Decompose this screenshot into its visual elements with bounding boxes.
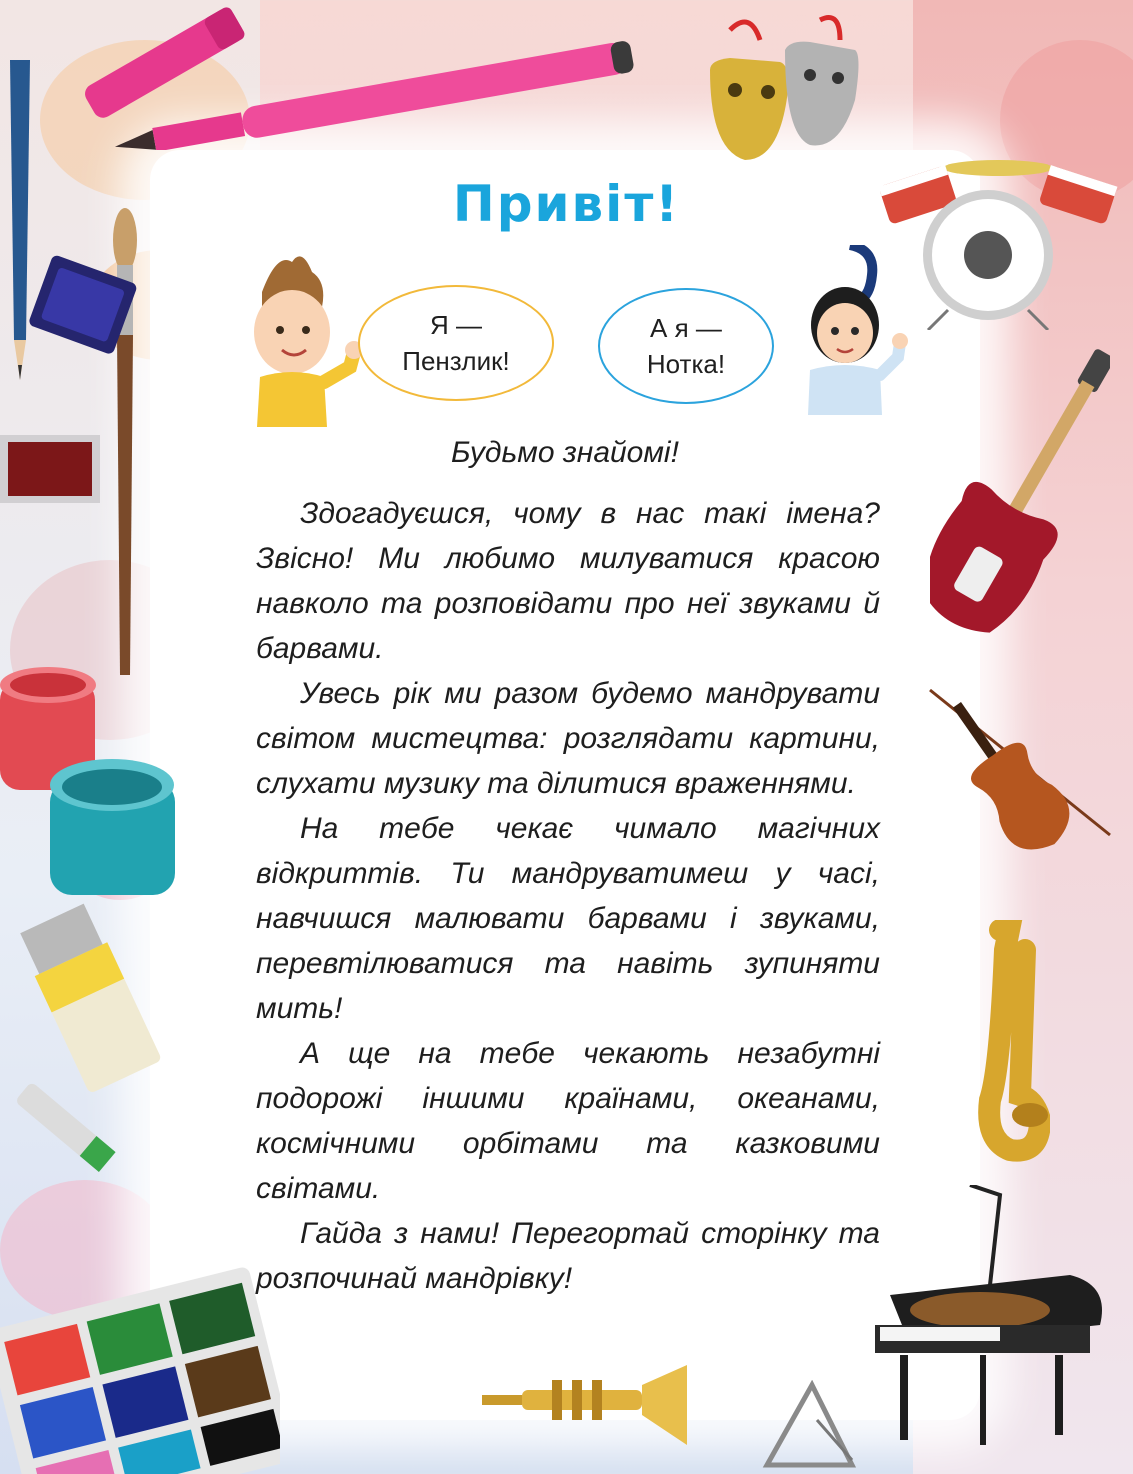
speech-bubble-notka: А я — Нотка! — [598, 288, 774, 404]
marker-icon — [0, 1060, 120, 1190]
violin-icon — [920, 685, 1120, 895]
paragraph: Гайда з нами! Перегортай сторінку та розпочинай мандрівку! — [256, 1217, 880, 1295]
page-title: Привіт! — [452, 175, 681, 233]
marker-icon — [110, 40, 650, 150]
trumpet-icon — [482, 1365, 697, 1450]
paint-palette-icon — [0, 1265, 280, 1474]
paragraph: А ще на тебе чекають незабутні подорожі іншими країнами, океанами, космічними орбітами та казковими світами. — [256, 1037, 880, 1205]
character-notka — [790, 245, 915, 415]
paragraph: На тебе чекає чимало магічних відкриттів. Ти мандруватимеш у часі, навчишся малювати барвами і звуками, перевтілюватися та навіть зупиняти мить! — [256, 812, 880, 1025]
paint-jar-teal-icon — [45, 745, 185, 905]
watercolor-cake-icon — [0, 430, 110, 510]
grand-piano-icon — [870, 1185, 1120, 1455]
greeting-heading: Будьмо знайомі! — [451, 436, 679, 469]
body-text — [256, 491, 880, 1301]
saxophone-icon — [930, 920, 1050, 1170]
speech-bubble-penzlyk: Я — Пензлик! — [358, 285, 554, 401]
watercolor-cake-icon — [22, 252, 142, 362]
electric-guitar-icon — [930, 330, 1110, 670]
paragraph: Увесь рік ми разом будемо мандрувати світом мистецтва: розглядати картини, слухати музику та ділитися враженнями. — [256, 677, 880, 800]
triangle-instrument-icon — [757, 1380, 857, 1470]
theater-masks-icon — [690, 10, 870, 170]
character-penzlyk — [232, 252, 367, 427]
paragraph: Здогадуєшся, чому в нас такі імена? Звісно! Ми любимо милуватися красою навколо та розповідати про неї звуками й барвами. — [256, 497, 880, 665]
